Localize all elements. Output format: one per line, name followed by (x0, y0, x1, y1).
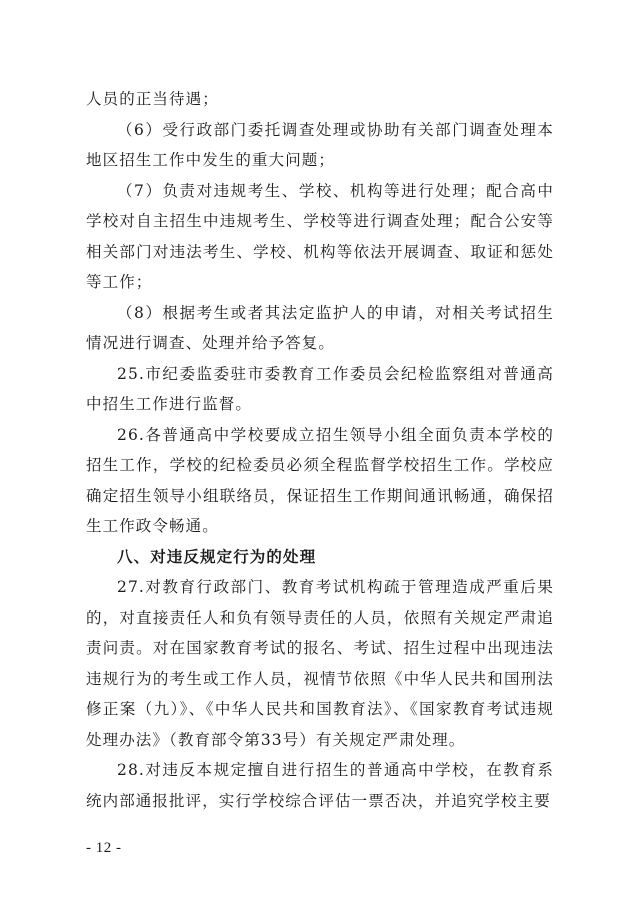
section-heading: 八、对违反规定行为的处理 (117, 547, 317, 566)
paragraph-item-7: （7）负责对违规考生、学校、机构等进行处理；配合高中学校对自主招生中违规考生、学校等进行调查处理；配合公安等相关部门对违法考生、学校、机构等依法开展调查、取证和惩处等工作； (86, 181, 554, 291)
paragraph-continuation: 人员的正当待遇； (86, 90, 219, 108)
paragraph-article-27: 27.对教育行政部门、教育考试机构疏于管理造成严重后果的，对直接责任人和负有领导责任的人员，依照有关规定严肃追责问责。对在国家教育考试的报名、考试、招生过程中出现违法违规行为的考生或工作人员，视情节依照《中华人民共和国刑法修正案（九）》、《中华人民共和国教育法》、《国家教育考试违规处理办法》（教育部令第33号）有关规定严肃处理。 (86, 578, 554, 749)
page-number: - 12 - (86, 840, 122, 856)
paragraph-item-6: （6）受行政部门委托调查处理或协助有关部门调查处理本地区招生工作中发生的重大问题； (86, 120, 554, 169)
paragraph-article-25: 25.市纪委监委驻市委教育工作委员会纪检监察组对普通高中招生工作进行监督。 (86, 364, 554, 413)
paragraph-article-28: 28.对违反本规定擅自进行招生的普通高中学校，在教育系统内部通报批评，实行学校综合评估一票否决，并追究学校主要 (86, 761, 554, 810)
paragraph-article-26: 26.各普通高中学校要成立招生领导小组全面负责本学校的招生工作，学校的纪检委员必须全程监督学校招生工作。学校应确定招生领导小组联络员，保证招生工作期间通讯畅通，确保招生工作政令畅通。 (86, 425, 554, 535)
document-body (86, 84, 554, 816)
paragraph-item-8: （8）根据考生或者其法定监护人的申请，对相关考试招生情况进行调查、处理并给予答复。 (86, 303, 554, 352)
